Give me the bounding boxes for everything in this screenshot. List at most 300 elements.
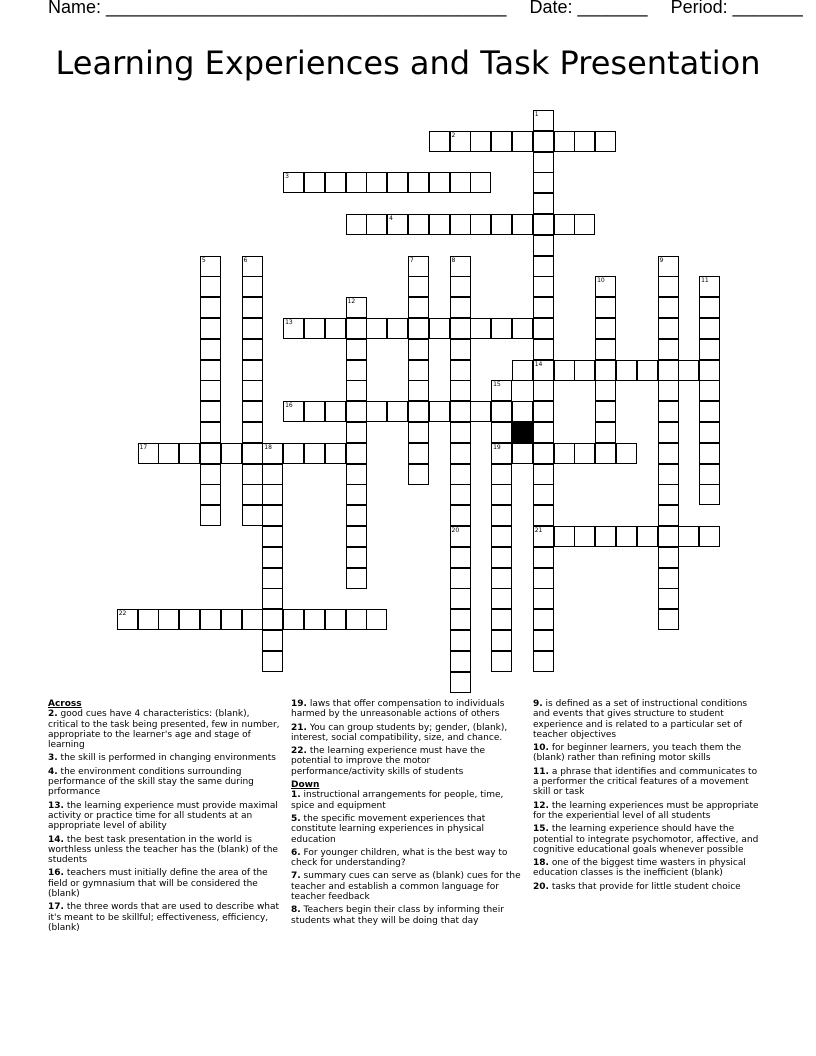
grid-cell[interactable] — [658, 505, 679, 526]
grid-cell[interactable] — [450, 547, 471, 568]
clue-number-12: 12 — [347, 298, 356, 306]
grid-cell[interactable] — [450, 172, 471, 193]
clue-text: teachers must initially define the area of the field or gymnasium that will be considered the (blank) — [48, 868, 268, 900]
grid-cell[interactable] — [699, 484, 720, 505]
grid-cell[interactable] — [533, 547, 554, 568]
grid-cell[interactable] — [262, 588, 283, 609]
grid-cell[interactable] — [595, 318, 616, 339]
clue-number-13: 13 — [285, 319, 293, 326]
grid-cell[interactable] — [699, 443, 720, 464]
grid-cell[interactable] — [699, 318, 720, 339]
grid-cell[interactable] — [678, 360, 699, 381]
clue-text: Teachers begin their class by informing their students what they will be doing that day — [291, 905, 504, 926]
grid-cell[interactable] — [595, 401, 616, 422]
clue-down-b-10 — [533, 743, 765, 764]
grid-cell[interactable] — [616, 360, 637, 381]
grid-cell[interactable] — [262, 547, 283, 568]
grid-cell[interactable] — [699, 360, 720, 381]
grid-cell[interactable] — [699, 464, 720, 485]
date-field[interactable]: Date: _______ — [529, 0, 648, 17]
grid-cell[interactable] — [554, 443, 575, 464]
clue-text: the skill is performed in changing environments — [57, 753, 276, 764]
grid-cell[interactable] — [242, 422, 263, 443]
period-field[interactable]: Period: _______ — [670, 0, 803, 17]
grid-cell[interactable] — [533, 131, 554, 152]
grid-cell[interactable] — [158, 609, 179, 630]
grid-cell[interactable] — [283, 609, 304, 630]
grid-cell[interactable] — [533, 339, 554, 360]
grid-cell[interactable] — [408, 422, 429, 443]
grid-cell[interactable] — [512, 318, 533, 339]
grid-cell[interactable] — [221, 609, 242, 630]
grid-cell[interactable] — [200, 276, 221, 297]
grid-cell[interactable] — [429, 214, 450, 235]
grid-cell[interactable] — [491, 609, 512, 630]
grid-cell[interactable] — [658, 568, 679, 589]
grid-cell[interactable] — [678, 526, 699, 547]
grid-cell[interactable] — [242, 276, 263, 297]
grid-cell[interactable] — [533, 172, 554, 193]
grid-cell[interactable] — [429, 172, 450, 193]
grid-cell[interactable] — [533, 152, 554, 173]
clue-number: 5. — [291, 813, 301, 824]
clue-number-16: 16 — [285, 402, 293, 410]
grid-cell[interactable] — [408, 276, 429, 297]
grid-cell[interactable] — [491, 588, 512, 609]
clue-down-b-12 — [533, 801, 765, 822]
grid-cell[interactable] — [200, 422, 221, 443]
clue-down-a-7 — [291, 871, 523, 902]
grid-cell[interactable] — [533, 443, 554, 464]
clue-number-7: 7 — [409, 256, 414, 264]
grid-cell[interactable] — [512, 360, 533, 381]
grid-cell[interactable] — [408, 318, 429, 339]
across-heading: Across — [48, 699, 82, 709]
grid-cell[interactable] — [200, 609, 221, 630]
grid-cell[interactable] — [200, 360, 221, 381]
grid-cell[interactable] — [533, 401, 554, 422]
grid-cell[interactable] — [408, 360, 429, 381]
grid-cell[interactable] — [346, 318, 367, 339]
clue-down-a-1 — [291, 790, 523, 811]
grid-cell[interactable] — [200, 401, 221, 422]
grid-cell[interactable] — [450, 609, 471, 630]
grid-cell[interactable] — [637, 526, 658, 547]
clue-number: 22. — [291, 746, 307, 757]
clue-number: 6. — [291, 847, 301, 858]
clue-number-15: 15 — [493, 381, 501, 389]
grid-cell[interactable] — [533, 609, 554, 630]
grid-cell[interactable] — [574, 360, 595, 381]
grid-cell[interactable] — [450, 505, 471, 526]
grid-cell[interactable] — [533, 235, 554, 256]
grid-cell[interactable] — [200, 380, 221, 401]
grid-cell[interactable] — [491, 131, 512, 152]
grid-cell[interactable] — [408, 214, 429, 235]
clue-number: 2. — [48, 709, 58, 720]
grid-cell[interactable] — [574, 443, 595, 464]
grid-cell[interactable] — [450, 588, 471, 609]
grid-cell[interactable] — [658, 464, 679, 485]
grid-cell[interactable] — [658, 609, 679, 630]
grid-cell[interactable] — [346, 568, 367, 589]
grid-cell[interactable] — [346, 484, 367, 505]
clue-across-2 — [48, 709, 280, 750]
grid-cell[interactable] — [533, 588, 554, 609]
clue-text: tasks that provide for little student choice — [548, 881, 741, 892]
grid-cell[interactable] — [450, 401, 471, 422]
grid-cell[interactable] — [242, 484, 263, 505]
grid-cell[interactable] — [512, 443, 533, 464]
grid-cell[interactable] — [304, 401, 325, 422]
grid-cell[interactable] — [533, 464, 554, 485]
grid-cell[interactable] — [200, 443, 221, 464]
grid-cell[interactable] — [262, 526, 283, 547]
grid-cell[interactable] — [304, 609, 325, 630]
grid-cell[interactable] — [595, 380, 616, 401]
grid-cell[interactable] — [200, 484, 221, 505]
clue-number-19: 19 — [493, 443, 501, 451]
grid-cell[interactable] — [429, 318, 450, 339]
clue-number-5: 5 — [201, 256, 206, 264]
grid-cell[interactable] — [242, 443, 263, 464]
clue-number-22: 22 — [118, 610, 127, 618]
grid-cell[interactable] — [512, 401, 533, 422]
grid-cell[interactable] — [533, 193, 554, 214]
grid-cell[interactable] — [470, 401, 491, 422]
clue-number: 21. — [291, 722, 307, 733]
grid-cell[interactable] — [658, 401, 679, 422]
clue-text: for beginner learners, you teach them the (blank) rather than refining motor skills — [533, 743, 742, 764]
grid-cell[interactable] — [491, 214, 512, 235]
grid-cell[interactable] — [408, 401, 429, 422]
grid-cell[interactable] — [242, 360, 263, 381]
grid-cell[interactable] — [533, 568, 554, 589]
grid-cell[interactable] — [491, 464, 512, 485]
grid-cell[interactable] — [533, 297, 554, 318]
grid-cell[interactable] — [408, 339, 429, 360]
grid-cell[interactable] — [366, 609, 387, 630]
clue-number: 9. — [533, 699, 543, 709]
grid-cell[interactable] — [595, 360, 616, 381]
grid-cell[interactable] — [366, 318, 387, 339]
clue-number-11: 11 — [701, 277, 709, 285]
grid-cell[interactable] — [699, 380, 720, 401]
grid-cell[interactable] — [242, 339, 263, 360]
clue-number-2: 2 — [451, 131, 456, 139]
grid-cell[interactable] — [595, 526, 616, 547]
grid-cell[interactable] — [242, 464, 263, 485]
grid-cell[interactable] — [574, 214, 595, 235]
clue-text: the three words that are used to describe what it's meant to be skillful; effectiveness, efficiency, (blank) — [48, 902, 280, 933]
grid-cell[interactable] — [533, 422, 554, 443]
grid-cell[interactable] — [242, 505, 263, 526]
grid-cell[interactable] — [491, 505, 512, 526]
clue-across-21 — [291, 723, 523, 744]
grid-cell[interactable] — [658, 318, 679, 339]
clue-number: 8. — [291, 905, 301, 916]
grid-cell[interactable] — [200, 318, 221, 339]
grid-cell[interactable] — [346, 339, 367, 360]
clue-number-20: 20 — [451, 527, 460, 534]
grid-cell[interactable] — [595, 422, 616, 443]
grid-cell[interactable] — [699, 339, 720, 360]
grid-cell[interactable] — [450, 422, 471, 443]
grid-cell[interactable] — [450, 276, 471, 297]
clue-across-3 — [48, 753, 280, 763]
clue-down-b-11 — [533, 767, 765, 798]
clue-text: one of the biggest time wasters in physical education classes is the inefficient (blank) — [533, 858, 746, 879]
grid-cell[interactable] — [429, 401, 450, 422]
grid-cell[interactable] — [595, 443, 616, 464]
header — [48, 0, 803, 18]
grid-cell[interactable] — [346, 464, 367, 485]
grid-cell[interactable] — [470, 214, 491, 235]
grid-cell[interactable] — [387, 318, 408, 339]
grid-cell[interactable] — [699, 422, 720, 443]
grid-cell[interactable] — [658, 276, 679, 297]
grid-cell[interactable] — [658, 588, 679, 609]
grid-cell[interactable] — [450, 360, 471, 381]
grid-cell[interactable] — [658, 339, 679, 360]
grid-cell[interactable] — [179, 443, 200, 464]
grid-cell[interactable] — [408, 380, 429, 401]
clue-text: the best task presentation in the world is worthless unless the teacher has the (blank) of the students — [48, 834, 278, 866]
clue-number: 3. — [48, 753, 58, 764]
grid-cell[interactable] — [512, 214, 533, 235]
grid-cell[interactable] — [470, 172, 491, 193]
grid-cell[interactable] — [450, 630, 471, 651]
clue-number: 1. — [291, 790, 301, 801]
grid-cell[interactable] — [366, 401, 387, 422]
clue-text: the environment conditions surrounding performance of the skill stay the same during prformance — [48, 766, 254, 798]
grid-cell[interactable] — [554, 526, 575, 547]
grid-cell[interactable] — [658, 526, 679, 547]
grid-cell[interactable] — [325, 609, 346, 630]
clue-number-4: 4 — [389, 215, 393, 222]
grid-cell[interactable] — [262, 484, 283, 505]
grid-cell[interactable] — [658, 484, 679, 505]
grid-cell[interactable] — [262, 630, 283, 651]
grid-cell[interactable] — [304, 318, 325, 339]
grid-cell[interactable] — [200, 505, 221, 526]
grid-cell[interactable] — [450, 464, 471, 485]
grid-cell[interactable] — [408, 464, 429, 485]
grid-cell[interactable] — [450, 568, 471, 589]
grid-cell[interactable] — [658, 443, 679, 464]
grid-cell[interactable] — [262, 568, 283, 589]
clue-down-b-15 — [533, 824, 765, 855]
clue-number: 13. — [48, 800, 64, 811]
grid-cell[interactable] — [699, 526, 720, 547]
clue-number-14: 14 — [534, 360, 543, 368]
grid-cell[interactable] — [450, 297, 471, 318]
grid-cell[interactable] — [346, 360, 367, 381]
grid-cell[interactable] — [158, 443, 179, 464]
grid-cell[interactable] — [658, 547, 679, 568]
grid-cell[interactable] — [491, 526, 512, 547]
clue-number: 15. — [533, 824, 549, 835]
grid-cell[interactable] — [491, 630, 512, 651]
grid-cell[interactable] — [262, 609, 283, 630]
name-field[interactable]: Name: ________________________________________ — [48, 0, 507, 17]
clue-across-17 — [48, 902, 280, 933]
clue-text: the learning experience should have the potential to integrate psychomotor, affective, and cognitive educational goals whenever possible — [533, 824, 759, 855]
grid-cell[interactable] — [179, 609, 200, 630]
clue-column-3 — [533, 699, 765, 895]
grid-cell[interactable] — [283, 443, 304, 464]
clue-number: 16. — [48, 868, 64, 879]
grid-cell[interactable] — [595, 339, 616, 360]
grid-cell[interactable] — [491, 318, 512, 339]
grid-cell[interactable] — [491, 422, 512, 443]
grid-cell[interactable] — [346, 609, 367, 630]
clue-across-16 — [48, 868, 280, 899]
grid-cell[interactable] — [346, 401, 367, 422]
grid-cell[interactable] — [138, 609, 159, 630]
grid-cell[interactable] — [304, 172, 325, 193]
grid-cell[interactable] — [616, 443, 637, 464]
grid-cell[interactable] — [658, 360, 679, 381]
page-title: Learning Experiences and Task Presentation — [55, 44, 761, 82]
clue-text: the learning experience must have the potential to improve the motor performance/activity skills of students — [291, 746, 486, 777]
grid-cell[interactable] — [470, 131, 491, 152]
clue-across-19 — [291, 699, 523, 720]
grid-cell[interactable] — [491, 568, 512, 589]
grid-cell[interactable] — [242, 380, 263, 401]
grid-cell[interactable] — [554, 214, 575, 235]
clue-number-1: 1 — [534, 111, 539, 118]
grid-cell[interactable] — [200, 464, 221, 485]
clue-number-9: 9 — [659, 256, 664, 264]
grid-cell[interactable] — [304, 443, 325, 464]
grid-cell[interactable] — [658, 297, 679, 318]
clue-number-3: 3 — [285, 173, 289, 181]
grid-cell[interactable] — [491, 651, 512, 672]
grid-cell[interactable] — [387, 172, 408, 193]
grid-cell[interactable] — [200, 297, 221, 318]
clue-number: 14. — [48, 834, 64, 845]
grid-cell[interactable] — [346, 422, 367, 443]
grid-cell[interactable] — [325, 318, 346, 339]
grid-cell[interactable] — [242, 609, 263, 630]
clue-number: 4. — [48, 766, 58, 777]
grid-cell[interactable] — [533, 256, 554, 277]
grid-cell[interactable] — [346, 443, 367, 464]
grid-cell[interactable] — [450, 339, 471, 360]
grid-cell[interactable] — [450, 318, 471, 339]
clue-number: 10. — [533, 743, 549, 754]
grid-cell[interactable] — [595, 131, 616, 152]
grid-cell[interactable] — [346, 380, 367, 401]
grid-cell[interactable] — [533, 276, 554, 297]
grid-cell[interactable] — [346, 526, 367, 547]
grid-cell[interactable] — [408, 172, 429, 193]
grid-cell[interactable] — [325, 172, 346, 193]
grid-cell[interactable] — [533, 318, 554, 339]
clue-text: summary cues can serve as (blank) cues for the teacher and establish a common language for teacher feedback — [291, 871, 521, 903]
clue-down-a-5 — [291, 814, 523, 845]
grid-cell[interactable] — [242, 297, 263, 318]
grid-cell[interactable] — [450, 484, 471, 505]
clue-text: the learning experiences must be appropriate for the experiential level of all students — [533, 800, 759, 821]
grid-cell[interactable] — [470, 318, 491, 339]
grid-cell[interactable] — [262, 464, 283, 485]
grid-cell[interactable] — [637, 360, 658, 381]
grid-cell[interactable] — [512, 131, 533, 152]
grid-cell[interactable] — [533, 214, 554, 235]
grid-cell[interactable] — [658, 422, 679, 443]
grid-cell[interactable] — [699, 297, 720, 318]
grid-cell[interactable] — [450, 214, 471, 235]
clue-text: laws that offer compensation to individuals harmed by the unreasonable actions of others — [291, 699, 505, 720]
grid-cell[interactable] — [346, 214, 367, 235]
grid-cell[interactable] — [533, 484, 554, 505]
grid-cell[interactable] — [325, 401, 346, 422]
grid-cell[interactable] — [574, 131, 595, 152]
grid-cell[interactable] — [554, 360, 575, 381]
grid-cell[interactable] — [262, 651, 283, 672]
grid-cell[interactable] — [346, 505, 367, 526]
grid-cell[interactable] — [574, 526, 595, 547]
grid-cell[interactable] — [595, 297, 616, 318]
grid-cell[interactable] — [242, 401, 263, 422]
grid-cell[interactable] — [533, 630, 554, 651]
grid-cell[interactable] — [450, 380, 471, 401]
clue-number: 18. — [533, 858, 549, 869]
clue-down-b-9 — [533, 699, 765, 740]
grid-cell[interactable] — [533, 651, 554, 672]
grid-cell[interactable] — [387, 401, 408, 422]
grid-cell[interactable] — [429, 131, 450, 152]
grid-cell[interactable] — [491, 547, 512, 568]
clue-down-a-8 — [291, 905, 523, 926]
grid-cell[interactable] — [616, 526, 637, 547]
grid-cell[interactable] — [325, 443, 346, 464]
grid-cell[interactable] — [491, 401, 512, 422]
clue-number-17: 17 — [139, 443, 148, 451]
grid-cell[interactable] — [658, 380, 679, 401]
clue-text: good cues have 4 characteristics: (blank), critical to the task being presented, few in number, appropriate to the learner's age and stage of learning — [48, 709, 280, 751]
grid-cell[interactable] — [366, 172, 387, 193]
grid-cell[interactable] — [242, 318, 263, 339]
grid-cell[interactable] — [533, 505, 554, 526]
grid-cell[interactable] — [346, 172, 367, 193]
grid-cell[interactable] — [533, 380, 554, 401]
grid-cell[interactable] — [450, 672, 471, 693]
clue-text: For younger children, what is the best way to check for understanding? — [291, 847, 508, 869]
clue-column-2 — [291, 699, 523, 929]
clue-number: 19. — [291, 699, 307, 709]
grid-cell[interactable] — [408, 297, 429, 318]
grid-cell[interactable] — [200, 339, 221, 360]
clue-number-10: 10 — [597, 277, 605, 285]
clue-number: 7. — [291, 871, 301, 882]
clue-down-a-6 — [291, 848, 523, 869]
clue-number: 20. — [533, 881, 549, 892]
grid-cell[interactable] — [450, 443, 471, 464]
grid-cell[interactable] — [450, 651, 471, 672]
grid-cell[interactable] — [699, 401, 720, 422]
grid-cell[interactable] — [221, 443, 242, 464]
clue-down-b-18 — [533, 858, 765, 879]
grid-cell[interactable] — [491, 484, 512, 505]
grid-cell[interactable] — [346, 547, 367, 568]
grid-cell[interactable] — [408, 443, 429, 464]
grid-cell[interactable] — [554, 131, 575, 152]
grid-cell[interactable] — [366, 214, 387, 235]
grid-cell[interactable] — [262, 505, 283, 526]
